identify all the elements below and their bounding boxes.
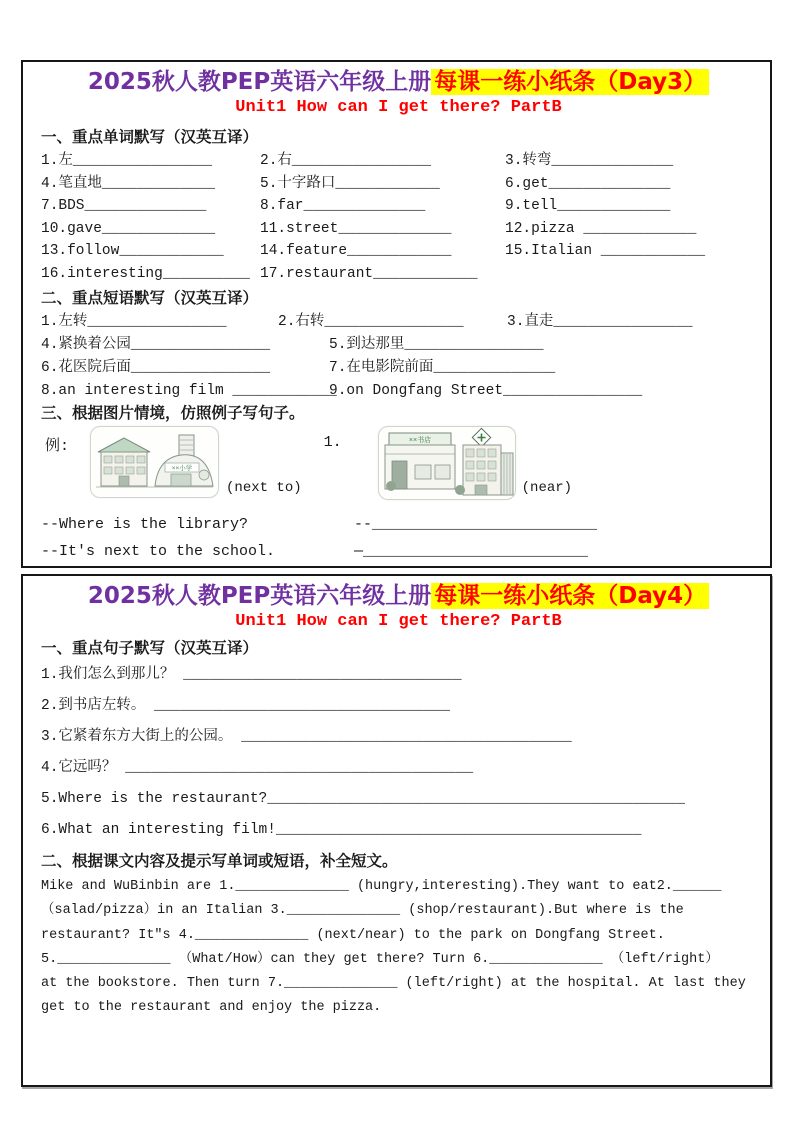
example-label: 例: <box>45 438 70 455</box>
title-main-text: 2025秋人教PEP英语六年级上册 <box>87 583 432 609</box>
phrase-item: 1.左转________________ <box>41 314 227 330</box>
word-item: 14.feature____________ <box>260 243 452 259</box>
word-item: 12.pizza _____________ <box>505 220 697 237</box>
bookstore-hospital-figure <box>378 426 516 500</box>
title-main-text: 2025秋人教PEP英语六年级上册 <box>87 69 432 95</box>
item1-caption: (near) <box>521 480 573 496</box>
bookstore-sign-text: ××书店 <box>408 437 431 444</box>
phrase-grid <box>41 334 756 403</box>
phrase-item: 8.an interesting film ____________ <box>41 383 337 399</box>
word-dictation-grid <box>41 150 756 285</box>
worksheet-day3 <box>21 60 772 568</box>
passage-line: at the bookstore. Then turn 7.______________ (left/right) at the hospital. At last they <box>41 976 746 992</box>
sentence-item: 6.What an interesting film!__________________________________________ <box>41 822 642 838</box>
phrase-row-1 <box>41 311 756 334</box>
word-item: 4.笔直地_____________ <box>41 175 216 192</box>
unit-subtitle: Unit1 How can I get there? PartB <box>235 98 562 117</box>
example-caption: (next to) <box>226 480 302 496</box>
section1-heading: 一、重点句子默写（汉英互译） <box>41 639 259 657</box>
phrase-item: 6.花医院后面________________ <box>41 360 271 376</box>
dialogue-line: --_________________________ <box>354 516 598 533</box>
hospital-cross-icon <box>472 428 490 446</box>
word-item: 16.interesting__________ <box>41 265 250 282</box>
phrase-item: 7.在电影院前面______________ <box>329 360 556 376</box>
section2-heading: 二、重点短语默写（汉英互译） <box>41 289 259 307</box>
dialogue-line: --It's next to the school. <box>41 543 276 560</box>
word-item: 3.转弯______________ <box>505 153 674 169</box>
passage-line: 5.______________ （What/How）can they get there? Turn 6.______________ （left/right） <box>41 951 719 967</box>
word-item: 17.restaurant____________ <box>260 265 478 282</box>
sentence-item: 1.我们怎么到那儿？ ________________________________ <box>41 667 462 683</box>
school-sign-text: ××小学 <box>171 465 193 472</box>
phrase-item: 5.到达那里________________ <box>329 337 544 353</box>
sentence-item: 2.到书店左转。 __________________________________ <box>41 698 450 714</box>
title-highlight-text: 每课一练小纸条（Day4） <box>431 583 709 609</box>
passage-line: restaurant? It"s 4.______________ (next/near) to the park on Dongfang Street. <box>41 927 665 943</box>
dialogue-line: —_________________________ <box>354 543 589 560</box>
word-item: 9.tell_____________ <box>505 198 671 214</box>
passage-line: （salad/pizza）in an Italian 3.______________ (shop/restaurant).But where is the <box>41 903 684 919</box>
word-item: 1.左________________ <box>41 153 213 169</box>
dialogue-line: --Where is the library? <box>41 516 249 533</box>
cloze-passage <box>41 875 756 1021</box>
passage-line: get to the restaurant and enjoy the pizza. <box>41 1000 382 1016</box>
section1-heading: 一、重点单词默写（汉英互译） <box>41 128 259 146</box>
sentence-dictation-list <box>41 665 756 840</box>
worksheet-day4 <box>21 574 772 1087</box>
item1-label: 1. <box>323 434 342 451</box>
word-item: 6.get______________ <box>505 175 671 192</box>
word-item: 5.十字路口____________ <box>260 175 440 192</box>
phrase-item: 2.右转________________ <box>278 314 464 330</box>
word-item: 7.BDS______________ <box>41 198 207 214</box>
word-item: 8.far______________ <box>260 198 426 214</box>
sentence-item: 3.它紧着东方大街上的公园。 ______________________________________ <box>41 729 572 745</box>
word-item: 15.Italian ____________ <box>505 243 706 259</box>
title-highlight-text: 每课一练小纸条（Day3） <box>431 69 709 95</box>
worksheet-title <box>41 67 756 97</box>
phrase-item: 9.on Dongfang Street________________ <box>329 383 643 399</box>
picture-prompts <box>41 426 756 502</box>
word-item: 11.street_____________ <box>260 220 452 237</box>
library-school-illustration <box>91 427 218 497</box>
word-item: 10.gave_____________ <box>41 220 216 237</box>
worksheet-title <box>41 581 756 611</box>
word-item: 13.follow____________ <box>41 243 224 259</box>
phrase-item: 4.紧换着公园________________ <box>41 337 271 353</box>
phrase-item: 3.直走________________ <box>507 314 693 330</box>
sentence-item: 4.它远吗？ ________________________________________ <box>41 760 474 776</box>
word-item: 2.右________________ <box>260 153 432 169</box>
library-school-figure <box>90 426 219 498</box>
passage-line: Mike and WuBinbin are 1.______________ (hungry,interesting).They want to eat2.______ <box>41 879 722 894</box>
sentence-item: 5.Where is the restaurant?________________________________________________ <box>41 791 685 807</box>
bookstore-hospital-illustration <box>379 427 515 499</box>
section3-heading: 三、根据图片情境，仿照例子写句子。 <box>41 404 305 422</box>
section2-heading: 二、根据课文内容及提示写单词或短语，补全短文。 <box>41 852 398 870</box>
example-dialogue <box>41 511 756 565</box>
unit-subtitle: Unit1 How can I get there? PartB <box>235 612 562 631</box>
